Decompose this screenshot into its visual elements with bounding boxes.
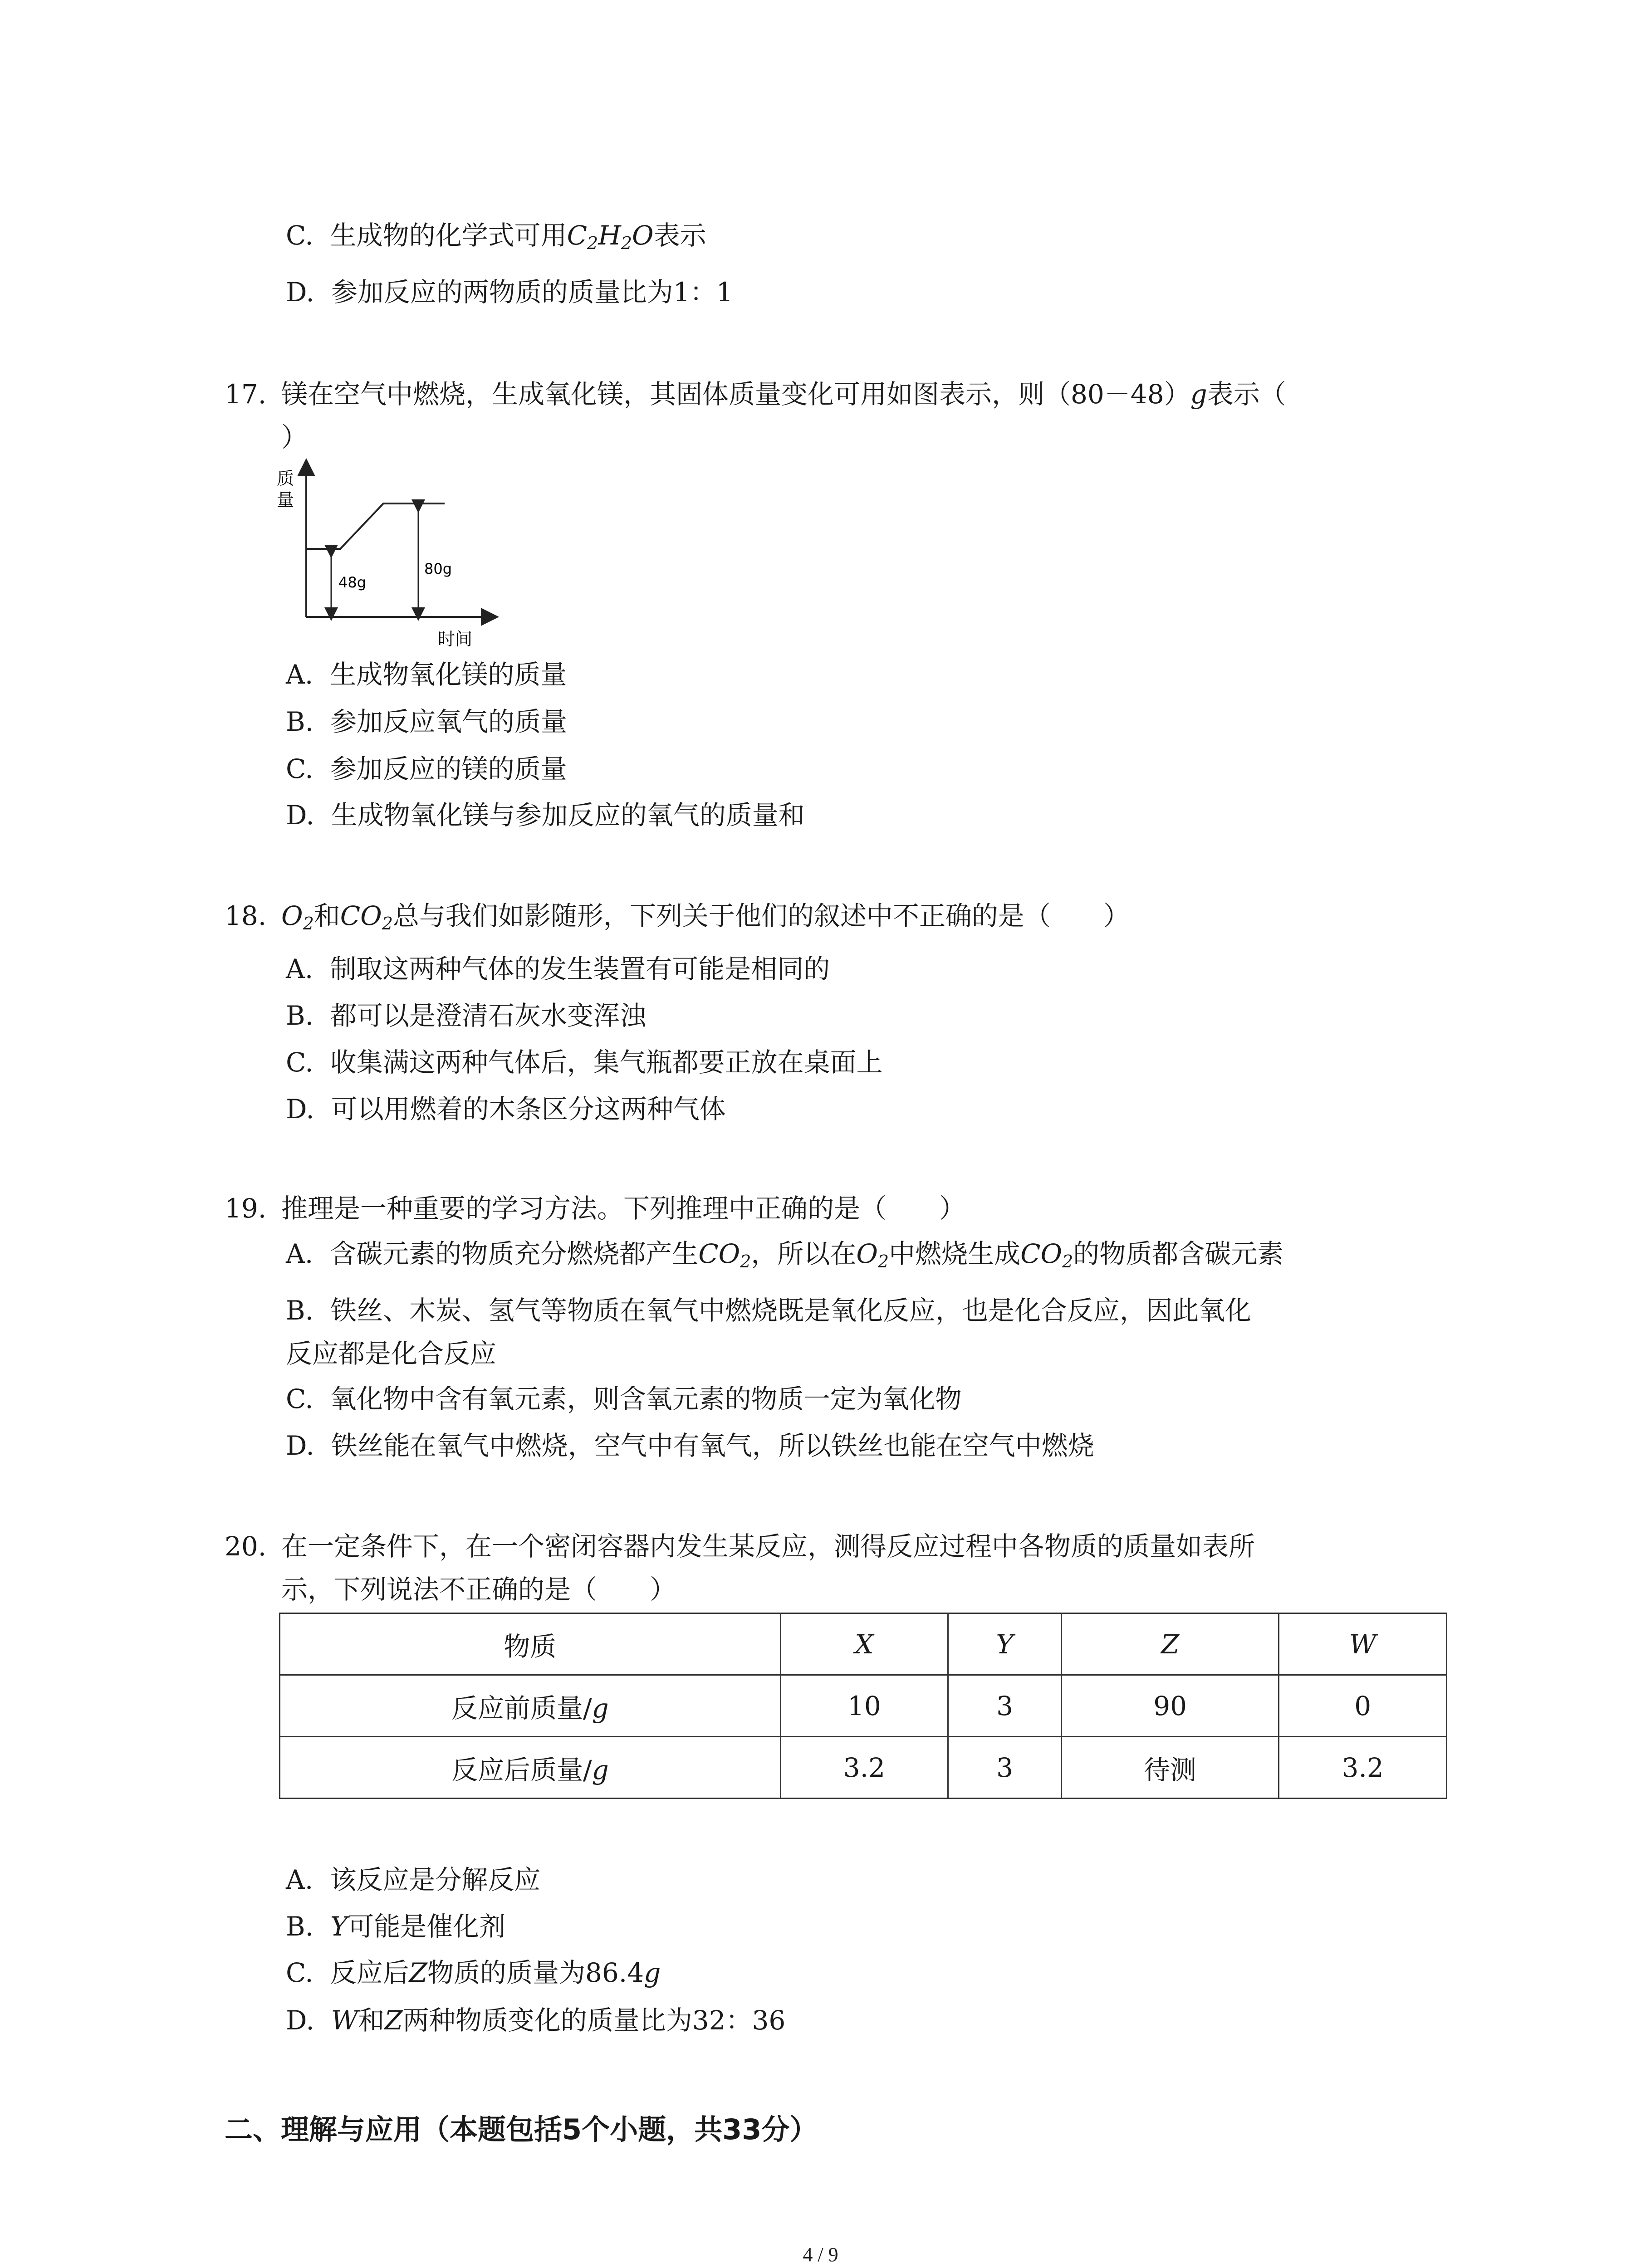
q19-stem: 推理是一种重要的学习方法。下列推理中正确的是（ ） — [281, 1193, 966, 1224]
mass-curve — [306, 503, 445, 549]
q17-option-d: D. 生成物氧化镁与参加反应的氧气的质量和 — [286, 800, 805, 831]
header-z: Z — [1061, 1613, 1279, 1675]
section-2-heading: 二、理解与应用（本题包括5个小题，共33分） — [225, 2113, 818, 2146]
q17-option-b: B. 参加反应氧气的质量 — [286, 706, 567, 737]
q17-option-c: C. 参加反应的镁的质量 — [286, 753, 567, 784]
cell-w-before: 0 — [1279, 1675, 1447, 1737]
cell-w-after: 3.2 — [1279, 1737, 1447, 1799]
table-row — [280, 1737, 1447, 1799]
q19-option-b-line2: 反应都是化合反应 — [286, 1338, 497, 1369]
q19-option-b: B. 铁丝、木炭、氢气等物质在氧气中燃烧既是氧化反应，也是化合反应，因此氧化 — [286, 1295, 1251, 1326]
row-label-after: 反应后质量/g — [280, 1737, 781, 1799]
xlabel: 时间 — [438, 629, 473, 649]
q20-mass-table — [279, 1613, 1447, 1799]
q18-stem: $O_2$和$CO_2$总与我们如影随形，下列关于他们的叙述中不正确的是（ ） — [281, 900, 1130, 934]
q19-option-c: C. 氧化物中含有氧元素，则含氧元素的物质一定为氧化物 — [286, 1383, 962, 1414]
q20-option-b: B. Y可能是催化剂 — [286, 1911, 506, 1942]
q18-option-c: C. 收集满这两种气体后，集气瓶都要正放在桌面上 — [286, 1047, 883, 1078]
q20-option-a: A. 该反应是分解反应 — [286, 1864, 541, 1895]
q16-option-c: C. 生成物的化学式可用$C_2H_2O$表示 — [286, 220, 706, 253]
label-80g: 80g — [424, 560, 452, 577]
q18-option-b: B. 都可以是澄清石灰水变浑浊 — [286, 1000, 646, 1031]
q16-option-d: D. 参加反应的两物质的质量比为1：1 — [286, 277, 733, 308]
table-header-row — [280, 1613, 1447, 1675]
q20-stem-line2: 示，下列说法不正确的是（ ） — [281, 1574, 676, 1605]
cell-y-after: 3 — [948, 1737, 1062, 1799]
q17-stem: 镁在空气中燃烧，生成氧化镁，其固体质量变化可用如图表示，则（80－48）g表示（ — [281, 379, 1286, 410]
label-48g: 48g — [338, 574, 367, 591]
q19-option-d: D. 铁丝能在氧气中燃烧，空气中有氧气，所以铁丝也能在空气中燃烧 — [286, 1430, 1094, 1461]
cell-y-before: 3 — [948, 1675, 1062, 1737]
cell-x-after: 3.2 — [780, 1737, 948, 1799]
q17-number: 17. — [225, 379, 267, 410]
header-y: Y — [948, 1613, 1062, 1675]
q17-mass-time-graph — [272, 458, 508, 653]
row-label-before: 反应前质量/g — [280, 1675, 781, 1737]
q20-option-d: D. W和Z两种物质变化的质量比为32：36 — [286, 2005, 786, 2036]
cell-z-after: 待测 — [1061, 1737, 1279, 1799]
header-w: W — [1279, 1613, 1447, 1675]
ylabel-1: 质 — [277, 469, 294, 489]
page-number: 4 / 9 — [803, 2244, 838, 2266]
table-row — [280, 1675, 1447, 1737]
cell-x-before: 10 — [780, 1675, 948, 1737]
header-substance: 物质 — [280, 1613, 781, 1675]
q20-option-c: C. 反应后Z物质的质量为86.4g — [286, 1957, 661, 1988]
q18-number: 18. — [225, 900, 267, 931]
q19-option-a: A. 含碳元素的物质充分燃烧都产生$CO_2$，所以在$O_2$中燃烧生成$CO_2$的物质都含碳元素 — [286, 1238, 1284, 1271]
ylabel-2: 量 — [277, 490, 294, 510]
q19-number: 19. — [225, 1193, 267, 1224]
cell-z-before: 90 — [1061, 1675, 1279, 1737]
q17-stem-line2: ） — [281, 422, 308, 453]
q20-number: 20. — [225, 1531, 267, 1562]
q18-option-a: A. 制取这两种气体的发生装置有可能是相同的 — [286, 953, 830, 984]
header-x: X — [780, 1613, 948, 1675]
q17-option-a: A. 生成物氧化镁的质量 — [286, 659, 567, 690]
q18-option-d: D. 可以用燃着的木条区分这两种气体 — [286, 1094, 726, 1124]
q20-stem-line1: 在一定条件下，在一个密闭容器内发生某反应，测得反应过程中各物质的质量如表所 — [281, 1531, 1255, 1562]
